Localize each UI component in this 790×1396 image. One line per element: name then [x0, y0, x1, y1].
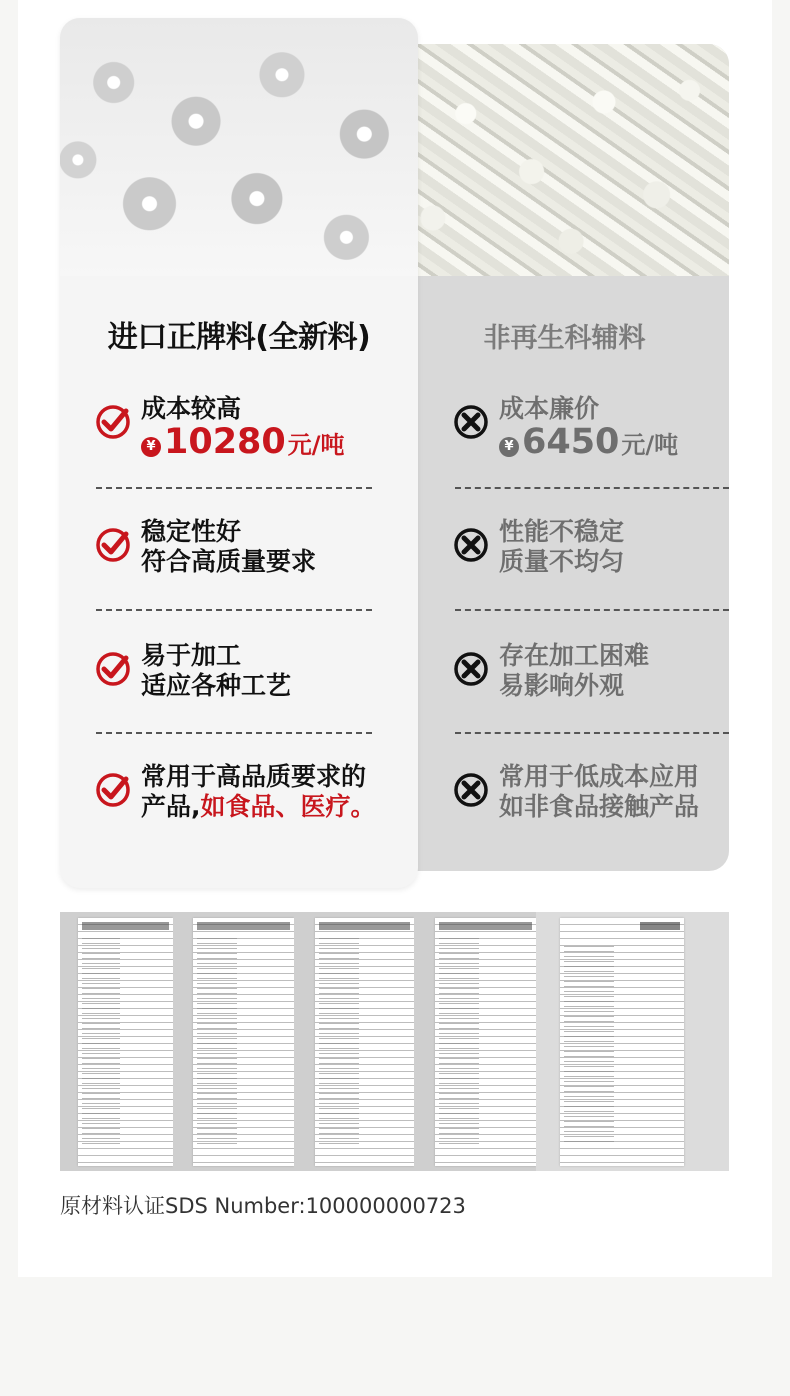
- check-circle-icon: [95, 772, 131, 808]
- recycled-stability-line1: 性能不稳定: [499, 517, 625, 546]
- recycled-pellets-image: [400, 44, 729, 276]
- virgin-usage-line2: [141, 792, 376, 822]
- virgin-title: 进口正牌料(全新料): [107, 320, 371, 355]
- recycled-processing-line2: 易影响外观: [499, 671, 625, 700]
- check-circle-icon: [95, 527, 131, 563]
- virgin-price-value: 10280: [164, 422, 286, 462]
- virgin-cost-label: 成本较高: [141, 394, 242, 423]
- sds-certificate-images: [60, 912, 729, 1171]
- divider: [455, 609, 729, 611]
- recycled-usage-line1: 常用于低成本应用: [499, 762, 700, 791]
- virgin-item-stability: [95, 517, 316, 577]
- yen-icon: ¥: [499, 437, 519, 457]
- virgin-item-cost: [95, 394, 345, 463]
- virgin-usage-line2-a: 产品,: [141, 792, 201, 821]
- x-circle-icon: [453, 527, 489, 563]
- virgin-stability-line1: 稳定性好: [141, 517, 242, 546]
- recycled-cost-label: 成本廉价: [499, 394, 600, 423]
- sds-number-caption: 原材料认证SDS Number:100000000723: [60, 1194, 466, 1218]
- check-circle-icon: [95, 404, 131, 440]
- yen-icon: ¥: [141, 437, 161, 457]
- check-circle-icon: [95, 651, 131, 687]
- virgin-item-processing: [95, 641, 291, 701]
- certificate-page-image: [414, 912, 536, 1171]
- certificate-page-image: [60, 912, 173, 1171]
- virgin-usage-line2-highlight: 如食品、医疗。: [200, 792, 376, 821]
- virgin-price-unit: 元/吨: [287, 431, 345, 459]
- divider: [96, 609, 372, 611]
- virgin-processing-line2: 适应各种工艺: [141, 671, 292, 700]
- virgin-price: [141, 424, 345, 463]
- x-circle-icon: [453, 651, 489, 687]
- recycled-price: [499, 424, 678, 463]
- recycled-title: 非再生科辅料: [483, 323, 646, 354]
- recycled-usage-line2: 如非食品接触产品: [499, 792, 700, 821]
- recycled-price-unit: 元/吨: [621, 431, 679, 459]
- virgin-item-usage: [95, 762, 376, 822]
- recycled-item-cost: [453, 394, 678, 463]
- recycled-processing-line1: 存在加工困难: [499, 641, 650, 670]
- recycled-item-usage: [453, 762, 699, 822]
- divider: [455, 732, 729, 734]
- recycled-item-stability: [453, 517, 624, 577]
- recycled-stability-line2: 质量不均匀: [499, 547, 625, 576]
- certificate-page-image: [173, 912, 294, 1171]
- x-circle-icon: [453, 772, 489, 808]
- divider: [96, 487, 372, 489]
- recycled-item-processing: [453, 641, 649, 701]
- certificate-page-image: [536, 912, 729, 1171]
- recycled-price-value: 6450: [522, 422, 620, 462]
- divider: [455, 487, 729, 489]
- virgin-usage-line1: 常用于高品质要求的: [141, 762, 367, 791]
- virgin-stability-line2: 符合高质量要求: [141, 547, 317, 576]
- virgin-pellets-image: [60, 18, 418, 276]
- x-circle-icon: [453, 404, 489, 440]
- virgin-processing-line1: 易于加工: [141, 641, 242, 670]
- certificate-page-image: [294, 912, 414, 1171]
- divider: [96, 732, 372, 734]
